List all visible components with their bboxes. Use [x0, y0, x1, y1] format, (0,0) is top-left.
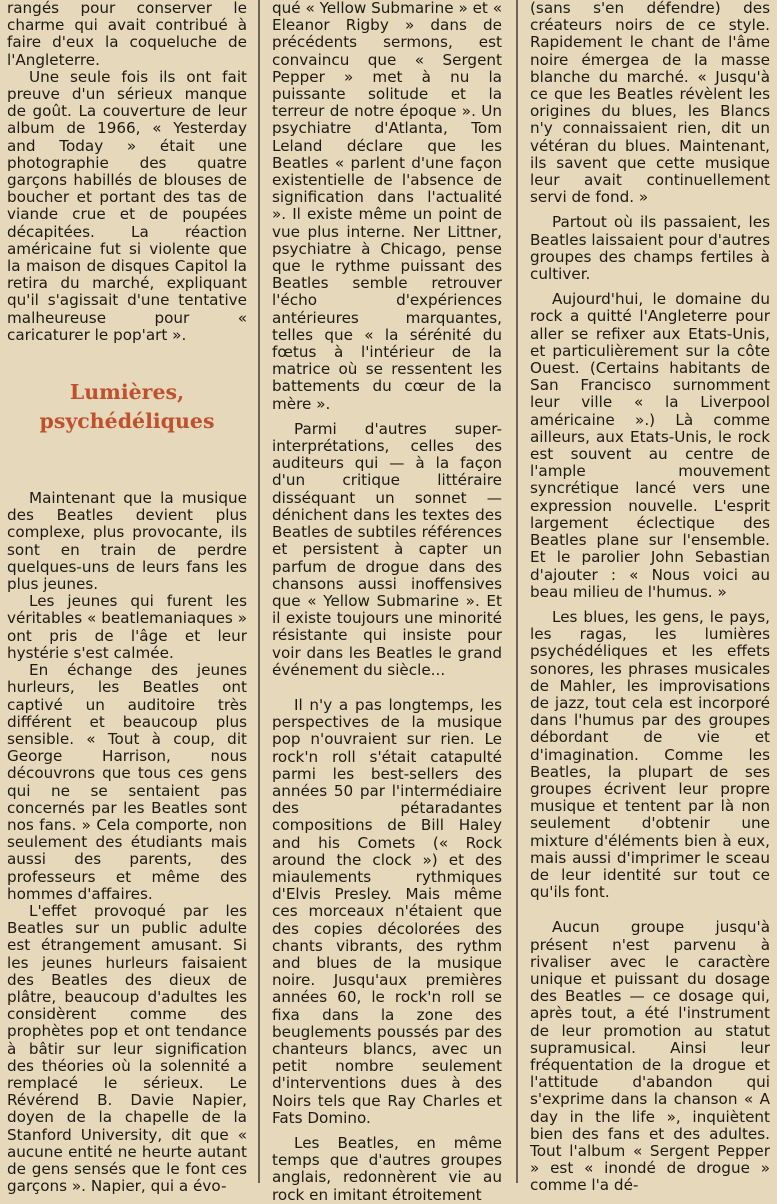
section-heading-line: psychédéliques — [39, 409, 215, 434]
paragraph: Il n'y a pas longtemps, les perspectives de la musique pop n'ouvraient sur rien. Le rock'n roll s'était catapulté parmi les best-sellers des années 50 par l'intermédiaire des pétaradantes compositions de Bill Haley and his Comets (« Rock around the clock ») et des miaulements rythmiques d'Elvis Presley. Mais même ces morceaux n'étaient que des copies décolorées des chants vibrants, des rythm and blues de la musique noire. Jusqu'aux premières années 60, le rock'n roll se fixa dans la zone des beuglements poussés par des chanteurs blancs, avec un petit nombre seulement d'interventions dues à des Noirs tels que Ray Charles et Fats Domino. — [272, 695, 502, 1127]
paragraph: qué « Yellow Submarine » et « Eleanor Rigby » dans de précédents sermons, est convaincu que « Sergent Pepper » met à nu la puissante solitude et la terreur de notre époque ». Un psychiatre d'Atlanta, Tom Leland déclare que les Beatles « parlent d'une façon existentielle de l'absence de signification dans l'actualité ». Il existe même un point de vue plus interne. Ner Littner, psychiatre à Chicago, pense que le rythme puissant des Beatles semble retrouver l'écho d'expériences antérieures marquantes, telles que « la sérénité du fœtus à l'intérieur de la matrice où se ressentent les battements du cœur de la mère ». — [272, 0, 502, 413]
paragraph: L'effet provoqué par les Beatles sur un public adulte est étrangement amusant. Si les jeunes hurleurs faisaient des Beatles des dieux de plâtre, beaucoup d'adultes les considèrent comme des prophètes pop et ont tendance à bâtir sur leur signification des théories où la solennité a remplacé le sérieux. Le Révérend B. Davie Napier, doyen de la chapelle de la Stanford University, dit que « aucune entité ne heurte autant de gens sensés que le font ces garçons ». Napier, qui a évo- — [7, 901, 247, 1196]
section-heading-line: Lumières, — [69, 380, 185, 405]
paragraph: rangés pour conserver le charme qui avait contribué à faire d'eux la coqueluche de l'Angleterre. — [7, 0, 247, 69]
column-divider — [258, 0, 260, 1183]
paragraph: Une seule fois ils ont fait preuve d'un sérieux manque de goût. La couverture de leur album de 1966, « Yesterday and Today » était une photographie des quatre garçons habillés de blouses de boucher et portant des tas de viande crue et de poupées décapitées. La réaction américaine fut si violente que la maison de disques Capitol la retira du marché, expliquant qu'il s'agissait d'une tentative malheureuse pour « caricaturer le pop'art ». — [7, 67, 247, 344]
paragraph: Parmi d'autres super-interprétations, celles des auditeurs qui — à la façon d'un critique littéraire disséquant un sonnet — dénichent dans les textes des Beatles de subtiles références et persistent à capter un parfum de drogue dans des chansons aussi inoffensives que « Yellow Submarine ». Et il existe toujours une minorité résistante qui insiste pour voir dans les Beatles le grand événement du siècle... — [272, 419, 502, 679]
section-heading — [7, 378, 247, 436]
paragraph: Partout où ils passaient, les Beatles laissaient pour d'autres groupes des champs fertiles à cultiver. — [530, 213, 770, 284]
column-left — [7, 0, 247, 1196]
paragraph: Les blues, les gens, le pays, les ragas, les lumières psychédéliques et les effets sonores, les phrases musicales de Mahler, les improvisations de jazz, tout cela est incorporé dans l'humus par des groupes débordant de vie et d'imagination. Comme les Beatles, la plupart de ses groupes écrivent leur propre musique et tentent par là non seulement d'obtenir une mixture d'éléments bien à eux, mais aussi d'imprimer le sceau de leur identité sur tout ce qu'ils font. — [530, 607, 770, 902]
column-middle — [272, 0, 502, 1204]
paragraph: En échange des jeunes hurleurs, les Beatles ont captivé un auditoire très différent et beaucoup plus sensible. « Tout à coup, dit George Harrison, nous découvrons que tous ces gens qui ne se sentaient pas concernés par les Beatles sont nos fans. » Cela comporte, non seulement des étudiants mais aussi des parents, des professeurs et même des hommes d'affaires. — [7, 661, 247, 903]
paragraph: Maintenant que la musique des Beatles devient plus complexe, plus provocante, ils sont en train de perdre quelques-uns de leurs fans les plus jeunes. — [7, 489, 247, 594]
paragraph: (sans s'en défendre) des créateurs noirs de ce style. Rapidement le chant de l'âme noire émergea de la masse blanche du marché. « Jusqu'à ce que les Beatles révèlent les origines du blues, les Blancs n'y connaissaient rien, dit un vétéran du blues. Maintenant, ils savent que cette musique leur avait continuellement servi de fond. » — [530, 0, 770, 207]
paragraph: Aujourd'hui, le domaine du rock a quitté l'Angleterre pour aller se refixer aux Etats-Unis, et particulièrement sur la côte Ouest. (Certains habitants de San Francisco surnomment leur ville « la Liverpool américaine ».) Là comme ailleurs, aux Etats-Unis, le rock est souvent au centre de l'ample mouvement syncrétique lancé vers une expression nouvelle. L'esprit largement éclectique des Beatles plane sur l'ensemble. Et le parolier John Sebastian d'ajouter : « Nous voici au beau milieu de l'humus. » — [530, 290, 770, 601]
column-right — [530, 0, 770, 1195]
paragraph: Aucun groupe jusqu'à présent n'est parvenu à rivaliser avec le caractère unique et puissant du dosage des Beatles — ce dosage qui, après tout, a été l'instrument de leur promotion au statut supramusical. Ainsi leur fréquentation de la drogue et l'attitude d'abandon qui s'exprime dans la chanson « A day in the life », inquiètent bien des fans et des adultes. Tout l'album « Sergent Pepper » est « inondé de drogue » comme l'a dé- — [530, 918, 770, 1195]
paragraph: Les jeunes qui furent les véritables « beatlemaniaques » ont pris de l'âge et leur hystérie s'est calmée. — [7, 592, 247, 662]
paragraph: Les Beatles, en même temps que d'autres groupes anglais, redonnèrent vie au rock en imitant étroitement — [272, 1134, 502, 1204]
column-divider — [516, 0, 518, 1183]
